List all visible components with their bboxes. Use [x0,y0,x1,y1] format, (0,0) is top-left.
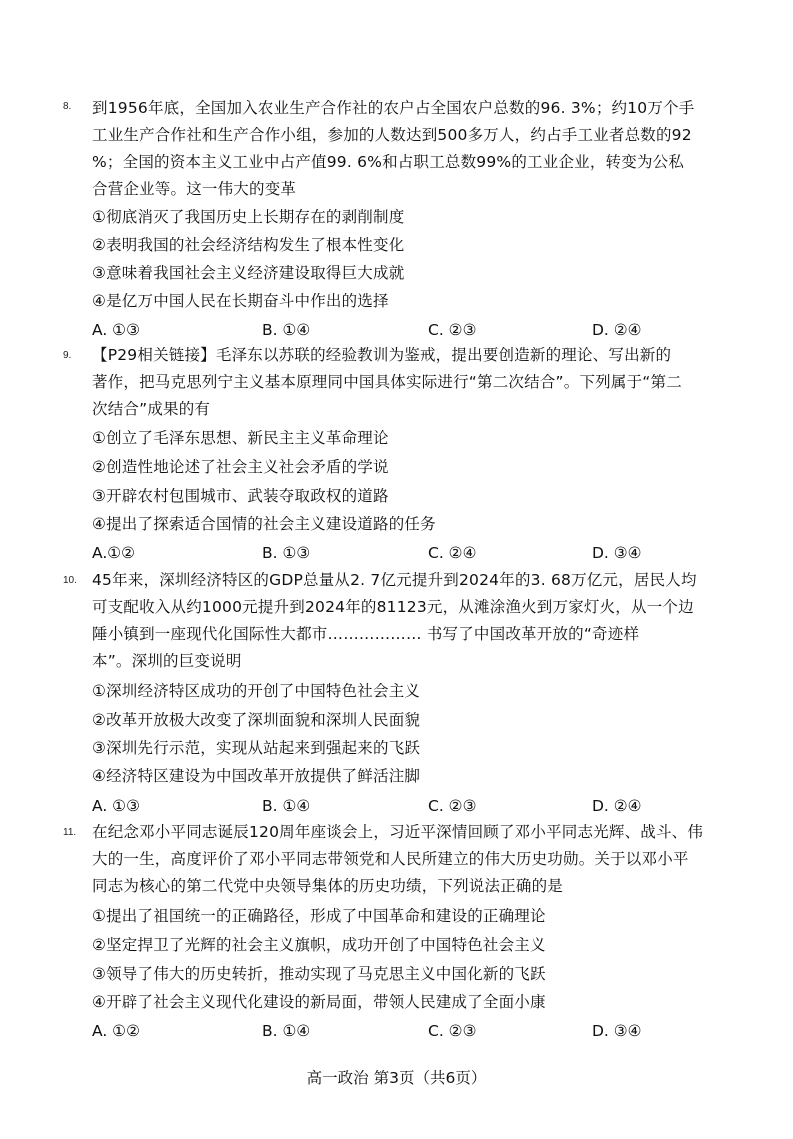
statement-item: ②改革开放极大改变了深圳面貌和深圳人民面貌 [92,711,421,729]
statement-item: ①创立了毛泽东思想、新民主主义革命理论 [92,429,389,447]
statement-item: ①提出了祖国统一的正确路径，形成了中国革命和建设的正确理论 [92,907,546,925]
question-stem-line: 同志为核心的第二代党中央领导集体的历史功绩，下列说法正确的是 [92,877,564,895]
answer-option-c[interactable]: C. ②③ [428,1022,477,1040]
question-stem-line: 本”。深圳的巨变说明 [92,652,242,670]
question-stem-line: 著作，把马克思列宁主义基本原理同中国具体实际进行“第二次结合”。下列属于“第二 [92,373,682,391]
statement-item: ③深圳先行示范，实现从站起来到强起来的飞跃 [92,739,421,757]
answer-option-b[interactable]: B. ①③ [262,544,311,562]
answer-option-d[interactable]: D. ③④ [592,544,642,562]
statement-item: ①深圳经济特区成功的开创了中国特色社会主义 [92,682,421,700]
answer-option-c[interactable]: C. ②③ [428,797,477,815]
question-stem-line: 【P29相关链接】毛泽东以苏联的经验教训为鉴戒，提出要创造新的理论、写出新的 [92,346,672,364]
answer-option-a[interactable]: A. ①② [92,1022,140,1040]
question-stem-line: 合营企业等。这一伟大的变革 [92,180,297,198]
question-stem-line: 陲小镇到一座现代化国际性大都市……………… 书写了中国改革开放的“奇迹样 [92,625,640,643]
question-stem-line: 次结合”成果的有 [92,400,211,418]
answer-option-b[interactable]: B. ①④ [262,321,311,339]
statement-item: ①彻底消灭了我国历史上长期存在的剥削制度 [92,208,405,226]
question-stem-line: 45年来，深圳经济特区的GDP总量从2. 7亿元提升到2024年的3. 68万亿元，居民人均 [92,571,697,589]
statement-item: ④是亿万中国人民在长期奋斗中作出的选择 [92,292,389,310]
question-stem-line: 在纪念邓小平同志诞辰120周年座谈会上，习近平深情回顾了邓小平同志光辉、战斗、伟 [92,823,704,841]
answer-option-a[interactable]: A. ①③ [92,321,140,339]
statement-item: ④提出了探索适合国情的社会主义建设道路的任务 [92,515,436,533]
statement-item: ③开辟农村包围城市、武装夺取政权的道路 [92,487,389,505]
statement-item: ②坚定捍卫了光辉的社会主义旗帜，成功开创了中国特色社会主义 [92,936,546,954]
answer-option-d[interactable]: D. ②④ [592,321,642,339]
question-number: 8. [63,101,72,112]
statement-item: ③意味着我国社会主义经济建设取得巨大成就 [92,264,405,282]
question-stem-line: 可支配收入从约1000元提升到2024年的81123元，从滩涂渔火到万家灯火，从一个边 [92,598,694,616]
answer-option-d[interactable]: D. ②④ [592,797,642,815]
answer-option-b[interactable]: B. ①④ [262,797,311,815]
question-stem-line: 大的一生，高度评价了邓小平同志带领党和人民所建立的伟大历史功勋。关于以邓小平 [92,850,689,868]
question-number: 9. [63,350,72,361]
answer-option-a[interactable]: A.①② [92,544,136,562]
answer-option-d[interactable]: D. ③④ [592,1022,642,1040]
answer-option-c[interactable]: C. ②③ [428,321,477,339]
question-stem-line: %；全国的资本主义工业中占产值99. 6%和占职工总数99%的工业企业，转变为公私 [92,153,685,171]
question-number: 11. [63,827,77,838]
answer-option-c[interactable]: C. ②④ [428,544,477,562]
statement-item: ④经济特区建设为中国改革开放提供了鲜活注脚 [92,767,421,785]
answer-option-b[interactable]: B. ①④ [262,1022,311,1040]
statement-item: ②创造性地论述了社会主义社会矛盾的学说 [92,458,389,476]
question-number: 10. [63,575,77,586]
answer-option-a[interactable]: A. ①③ [92,797,140,815]
page-footer: 高一政治 第3页（共6页） [306,1069,487,1087]
question-stem-line: 工业生产合作社和生产合作小组，参加的人数达到500多万人，约占手工业者总数的92 [92,126,692,144]
statement-item: ③领导了伟大的历史转折，推动实现了马克思主义中国化新的飞跃 [92,965,546,983]
statement-item: ④开辟了社会主义现代化建设的新局面，带领人民建成了全面小康 [92,993,546,1011]
statement-item: ②表明我国的社会经济结构发生了根本性变化 [92,236,405,254]
question-stem-line: 到1956年底，全国加入农业生产合作社的农户占全国农户总数的96. 3%；约10万个手 [92,99,695,117]
